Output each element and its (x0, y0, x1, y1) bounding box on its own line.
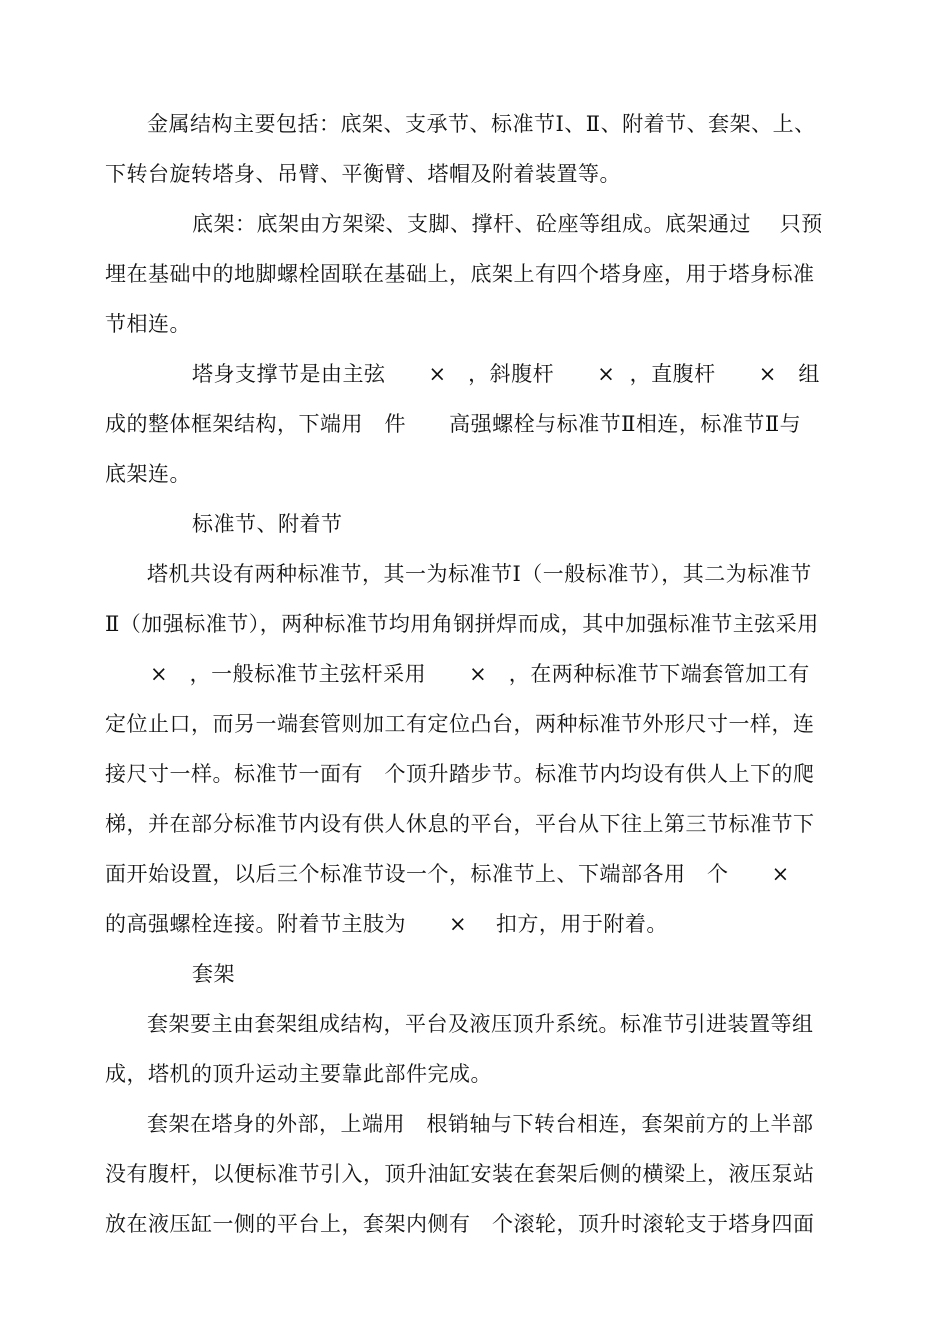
text-line: 没有腹杆，以便标准节引入，顶升油缸安装在套架后侧的横梁上，液压泵站 (105, 1162, 815, 1186)
text-line: 节相连。 (105, 312, 191, 336)
text-line: × ，一般标准节主弦杆采用 × ，在两种标准节下端套管加工有 (150, 662, 810, 686)
text-line: 定位止口，而另一端套管则加工有定位凸台，两种标准节外形尺寸一样，连 (105, 712, 815, 736)
text-line: 成的整体框架结构，下端用 件 高强螺栓与标准节Ⅱ相连，标准节Ⅱ与 (105, 412, 802, 436)
text-line: 成，塔机的顶升运动主要靠此部件完成。 (105, 1062, 492, 1086)
section-heading: 套架 (192, 962, 235, 986)
text-line: 面开始设置，以后三个标准节设一个，标准节上、下端部各用 个 × (105, 862, 790, 886)
text-line: 的高强螺栓连接。附着节主肢为 × 扣方，用于附着。 (105, 912, 668, 936)
text-line: 套架要主由套架组成结构，平台及液压顶升系统。标准节引进装置等组 (147, 1012, 814, 1036)
text-line: 套架在塔身的外部，上端用 根销轴与下转台相连，套架前方的上半部 (147, 1112, 814, 1136)
text-line: Ⅱ（加强标准节），两种标准节均用角钢拼焊而成，其中加强标准节主弦采用 (105, 612, 819, 636)
text-line: 底架：底架由方架梁、支脚、撑杆、砼座等组成。底架通过 只预 (192, 212, 823, 236)
text-line: 塔身支撑节是由主弦 × ，斜腹杆 × ，直腹杆 × 组 (192, 362, 820, 386)
text-line: 金属结构主要包括：底架、支承节、标准节Ⅰ、Ⅱ、附着节、套架、上、 (147, 112, 816, 136)
text-line: 接尺寸一样。标准节一面有 个顶升踏步节。标准节内均设有供人上下的爬 (105, 762, 815, 786)
text-line: 梯，并在部分标准节内设有供人休息的平台，平台从下往上第三节标准节下 (105, 812, 815, 836)
text-line: 放在液压缸一侧的平台上，套架内侧有 个滚轮，顶升时滚轮支于塔身四面 (105, 1212, 815, 1236)
text-line: 底架连。 (105, 462, 191, 486)
text-line: 塔机共设有两种标准节，其一为标准节Ⅰ（一般标准节），其二为标准节 (147, 562, 812, 586)
text-line: 埋在基础中的地脚螺栓固联在基础上，底架上有四个塔身座，用于塔身标准 (105, 262, 815, 286)
text-line: 下转台旋转塔身、吊臂、平衡臂、塔帽及附着装置等。 (105, 162, 621, 186)
section-heading: 标准节、附着节 (192, 512, 343, 536)
